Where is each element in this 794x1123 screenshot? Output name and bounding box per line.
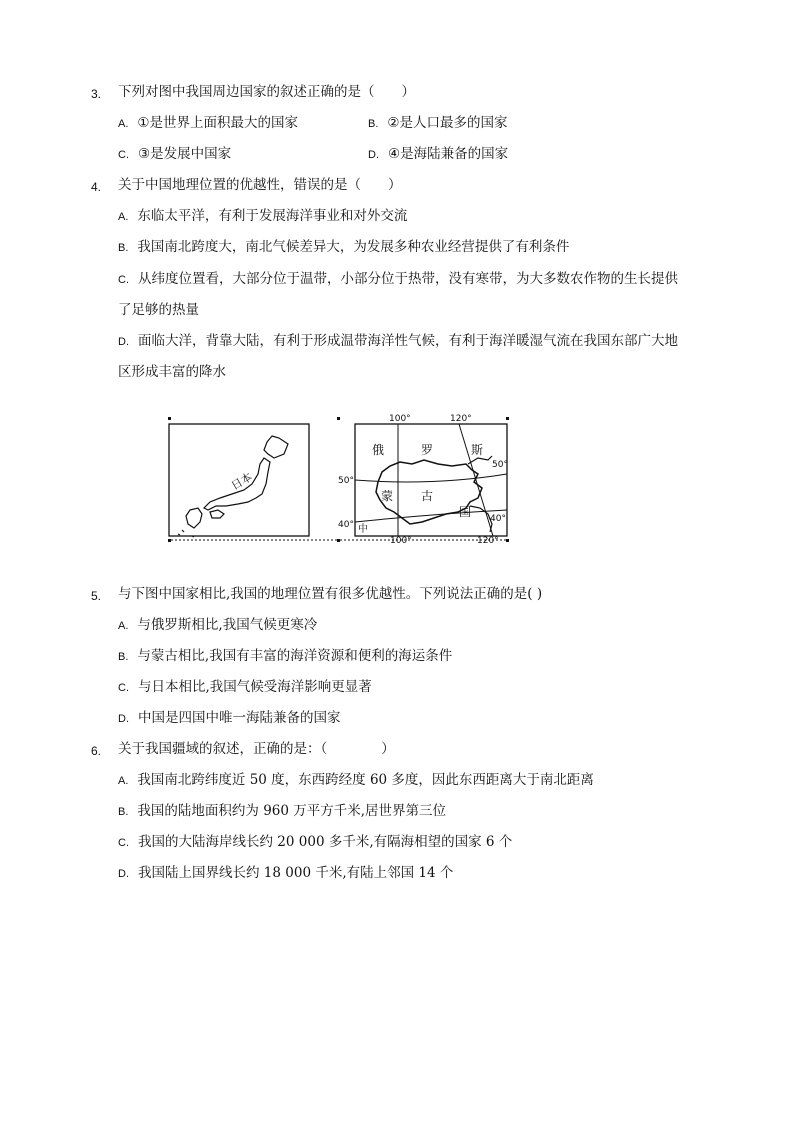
- q4-option-c[interactable]: [118, 269, 678, 290]
- map-figure: [168, 414, 510, 544]
- japan-label: 日本: [229, 470, 255, 493]
- option-text: 与蒙古相比,我国有丰富的海洋资源和便利的海运条件: [137, 648, 453, 664]
- shikoku-outline: [210, 510, 224, 518]
- option-text: ①是世界上面积最大的国家: [137, 115, 299, 131]
- option-text: 我国陆上国界线长约 18 000 千米,有陆上邻国 14 个: [138, 865, 454, 881]
- q5-option-d[interactable]: [118, 708, 341, 729]
- mongolia-char-2: 古: [421, 489, 434, 503]
- option-text: ③是发展中国家: [138, 146, 232, 162]
- option-letter: C.: [118, 274, 129, 286]
- lon-label-100-top: 100°: [389, 414, 411, 424]
- lat-label-40-left: 40°: [338, 520, 354, 530]
- option-letter: C.: [118, 682, 129, 694]
- q4-option-d-continued: 区形成丰富的降水: [118, 364, 226, 380]
- selection-handle: [337, 417, 340, 420]
- option-text: ②是人口最多的国家: [387, 115, 508, 131]
- lon-label-120-top: 120°: [450, 414, 472, 424]
- russia-char-1: 俄: [372, 443, 385, 457]
- q3-stem: 下列对图中我国周边国家的叙述正确的是（ ）: [118, 84, 415, 100]
- q4-option-b[interactable]: [118, 237, 569, 258]
- kyushu-outline: [186, 508, 202, 528]
- option-letter: D.: [118, 713, 129, 725]
- border-segment: [470, 506, 492, 532]
- option-letter: D.: [118, 868, 129, 880]
- q5-option-c[interactable]: [118, 677, 372, 698]
- russia-char-2: 罗: [421, 443, 434, 457]
- q6-option-d[interactable]: [118, 863, 453, 884]
- option-letter: C.: [118, 837, 129, 849]
- q5-option-b[interactable]: [118, 646, 452, 667]
- q4-number: 4.: [91, 180, 102, 194]
- q6-option-b[interactable]: [118, 801, 446, 822]
- option-text: ④是海陆兼备的国家: [388, 146, 509, 162]
- border-segment: [468, 456, 492, 464]
- option-text: 我国的大陆海岸线长约 20 000 多千米,有隔海相望的国家 6 个: [138, 834, 513, 850]
- selection-handle: [168, 417, 171, 420]
- q3-option-d[interactable]: [368, 144, 508, 165]
- q3-option-b[interactable]: [368, 113, 508, 134]
- lon-label-120-bottom: 120°: [477, 536, 499, 544]
- option-text: 东临太平洋，有利于发展海洋事业和对外交流: [137, 208, 408, 224]
- option-letter: B.: [118, 242, 129, 254]
- q3-option-a[interactable]: [118, 113, 298, 134]
- lon-label-100-bottom: 100°: [390, 536, 412, 544]
- option-letter: A.: [118, 620, 129, 632]
- mongolia-char-3: 国: [459, 505, 472, 519]
- option-text: 面临大洋，背靠大陆，有利于形成温带海洋性气候，有利于海洋暖湿气流在我国东部广大地: [138, 333, 678, 349]
- hokkaido-outline: [264, 436, 288, 458]
- option-text: 我国的陆地面积约为 960 万平方千米,居世界第三位: [137, 803, 447, 819]
- q3-option-c[interactable]: [118, 144, 231, 165]
- option-text: 我国南北跨度大，南北气候差异大，为发展多种农业经营提供了有利条件: [137, 239, 570, 255]
- lat-label-50-right: 50°: [492, 460, 508, 470]
- option-letter: D.: [368, 149, 379, 161]
- q4-option-a[interactable]: [118, 206, 407, 227]
- option-text: 与日本相比,我国气候受海洋影响更显著: [138, 679, 372, 695]
- q4-option-d[interactable]: [118, 331, 678, 352]
- option-text: 与俄罗斯相比,我国气候更寒冷: [137, 617, 318, 633]
- option-letter: B.: [368, 118, 379, 130]
- option-letter: A.: [118, 211, 129, 223]
- q3-number: 3.: [91, 87, 102, 101]
- mongolia-char-1: 蒙: [381, 489, 394, 503]
- option-letter: A.: [118, 775, 129, 787]
- q6-stem: 关于我国疆域的叙述，正确的是：（ ）: [118, 741, 395, 757]
- option-text: 中国是四国中唯一海陆兼备的国家: [138, 710, 341, 726]
- map-figure-svg: [168, 414, 510, 544]
- q5-number: 5.: [91, 589, 102, 603]
- selection-handle: [337, 539, 340, 542]
- option-text: 从纬度位置看，大部分位于温带，小部分位于热带，没有寒带，为大多数农作物的生长提供: [138, 271, 678, 287]
- q6-option-a[interactable]: [118, 770, 594, 791]
- meridian-120: [459, 424, 493, 536]
- q6-option-c[interactable]: [118, 832, 512, 853]
- q6-number: 6.: [91, 744, 102, 758]
- q5-option-a[interactable]: [118, 615, 317, 636]
- q5-stem: 与下图中国家相比,我国的地理位置有很多优越性。下列说法正确的是( ): [118, 586, 543, 602]
- russia-char-3: 斯: [471, 443, 484, 457]
- q4-stem: 关于中国地理位置的优越性，错误的是（ ）: [118, 177, 402, 193]
- option-letter: A.: [118, 118, 129, 130]
- island-mark: [182, 530, 184, 532]
- lat-label-40-right: 40°: [490, 514, 506, 524]
- selection-handle: [506, 417, 509, 420]
- option-letter: D.: [118, 336, 129, 348]
- option-text: 我国南北跨纬度近 50 度，东西跨经度 60 多度，因此东西距离大于南北距离: [137, 772, 594, 788]
- island-mark: [178, 534, 180, 535]
- selection-handle: [506, 539, 509, 542]
- option-letter: C.: [118, 149, 129, 161]
- q4-option-c-continued: 了足够的热量: [118, 302, 199, 318]
- china-label: 中: [358, 524, 368, 535]
- lat-label-50-left: 50°: [338, 476, 354, 486]
- selection-handle: [168, 539, 171, 542]
- option-letter: B.: [118, 806, 129, 818]
- option-letter: B.: [118, 651, 129, 663]
